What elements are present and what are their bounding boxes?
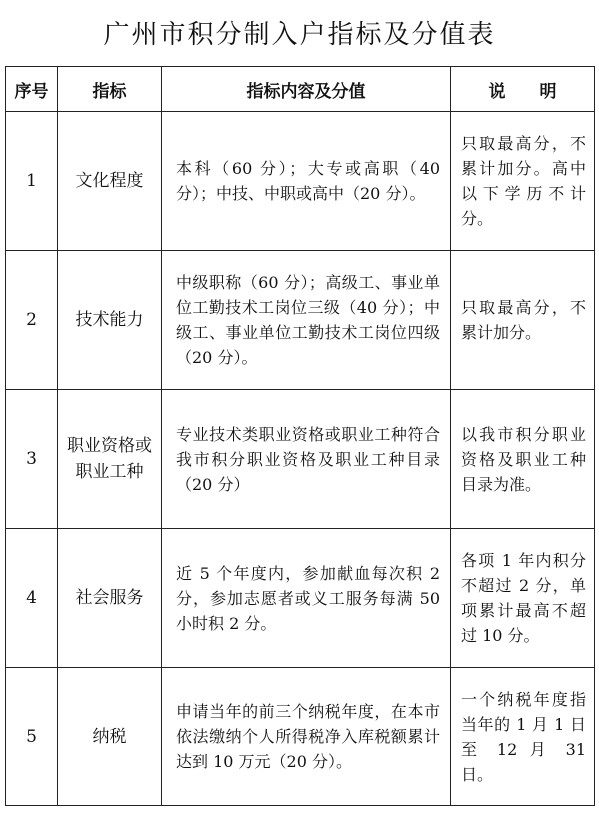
table-row [6, 390, 595, 529]
row-note: 一个纳税年度指当年的 1 月 1 日至 12 月 31 日。 [451, 668, 595, 806]
row-content: 本科（60 分）；大专或高职（40 分）；中技、中职或高中（20 分）。 [162, 112, 451, 251]
table-header-row [6, 67, 595, 112]
row-seq: 1 [6, 112, 58, 251]
table-row [6, 251, 595, 390]
page-title: 广州市积分制入户指标及分值表 [103, 20, 496, 50]
row-seq: 3 [6, 390, 58, 529]
row-indicator: 社会服务 [58, 529, 162, 668]
row-note: 只取最高分，不累计加分。高中以下学历不计分。 [451, 112, 595, 251]
header-content: 指标内容及分值 [162, 67, 451, 112]
row-seq: 2 [6, 251, 58, 390]
table-row [6, 112, 595, 251]
table-row [6, 668, 595, 806]
row-note: 只取最高分，不累计加分。 [451, 251, 595, 390]
header-seq: 序号 [6, 67, 58, 112]
header-indicator: 指标 [58, 67, 162, 112]
row-note: 各项 1 年内积分不超过 2 分，单项累计最高不超过 10 分。 [451, 529, 595, 668]
row-indicator: 文化程度 [58, 112, 162, 251]
row-indicator: 纳税 [58, 668, 162, 806]
points-table [5, 66, 595, 806]
row-content: 申请当年的前三个纳税年度，在本市依法缴纳个人所得税净入库税额累计达到 10 万元（20 分）。 [162, 668, 451, 806]
row-indicator: 技术能力 [58, 251, 162, 390]
header-note: 说 明 [451, 67, 595, 112]
row-content: 近 5 个年度内，参加献血每次积 2 分，参加志愿者或义工服务每满 50 小时积 2 分。 [162, 529, 451, 668]
table-row [6, 529, 595, 668]
row-seq: 5 [6, 668, 58, 806]
row-content: 中级职称（60 分）；高级工、事业单位工勤技术工岗位三级（40 分）；中级工、事业单位工勤技术工岗位四级（20 分）。 [162, 251, 451, 390]
row-indicator: 职业资格或职业工种 [58, 390, 162, 529]
row-note: 以我市积分职业资格及职业工种目录为准。 [451, 390, 595, 529]
row-seq: 4 [6, 529, 58, 668]
row-content: 专业技术类职业资格或职业工种符合我市积分职业资格及职业工种目录（20 分） [162, 390, 451, 529]
